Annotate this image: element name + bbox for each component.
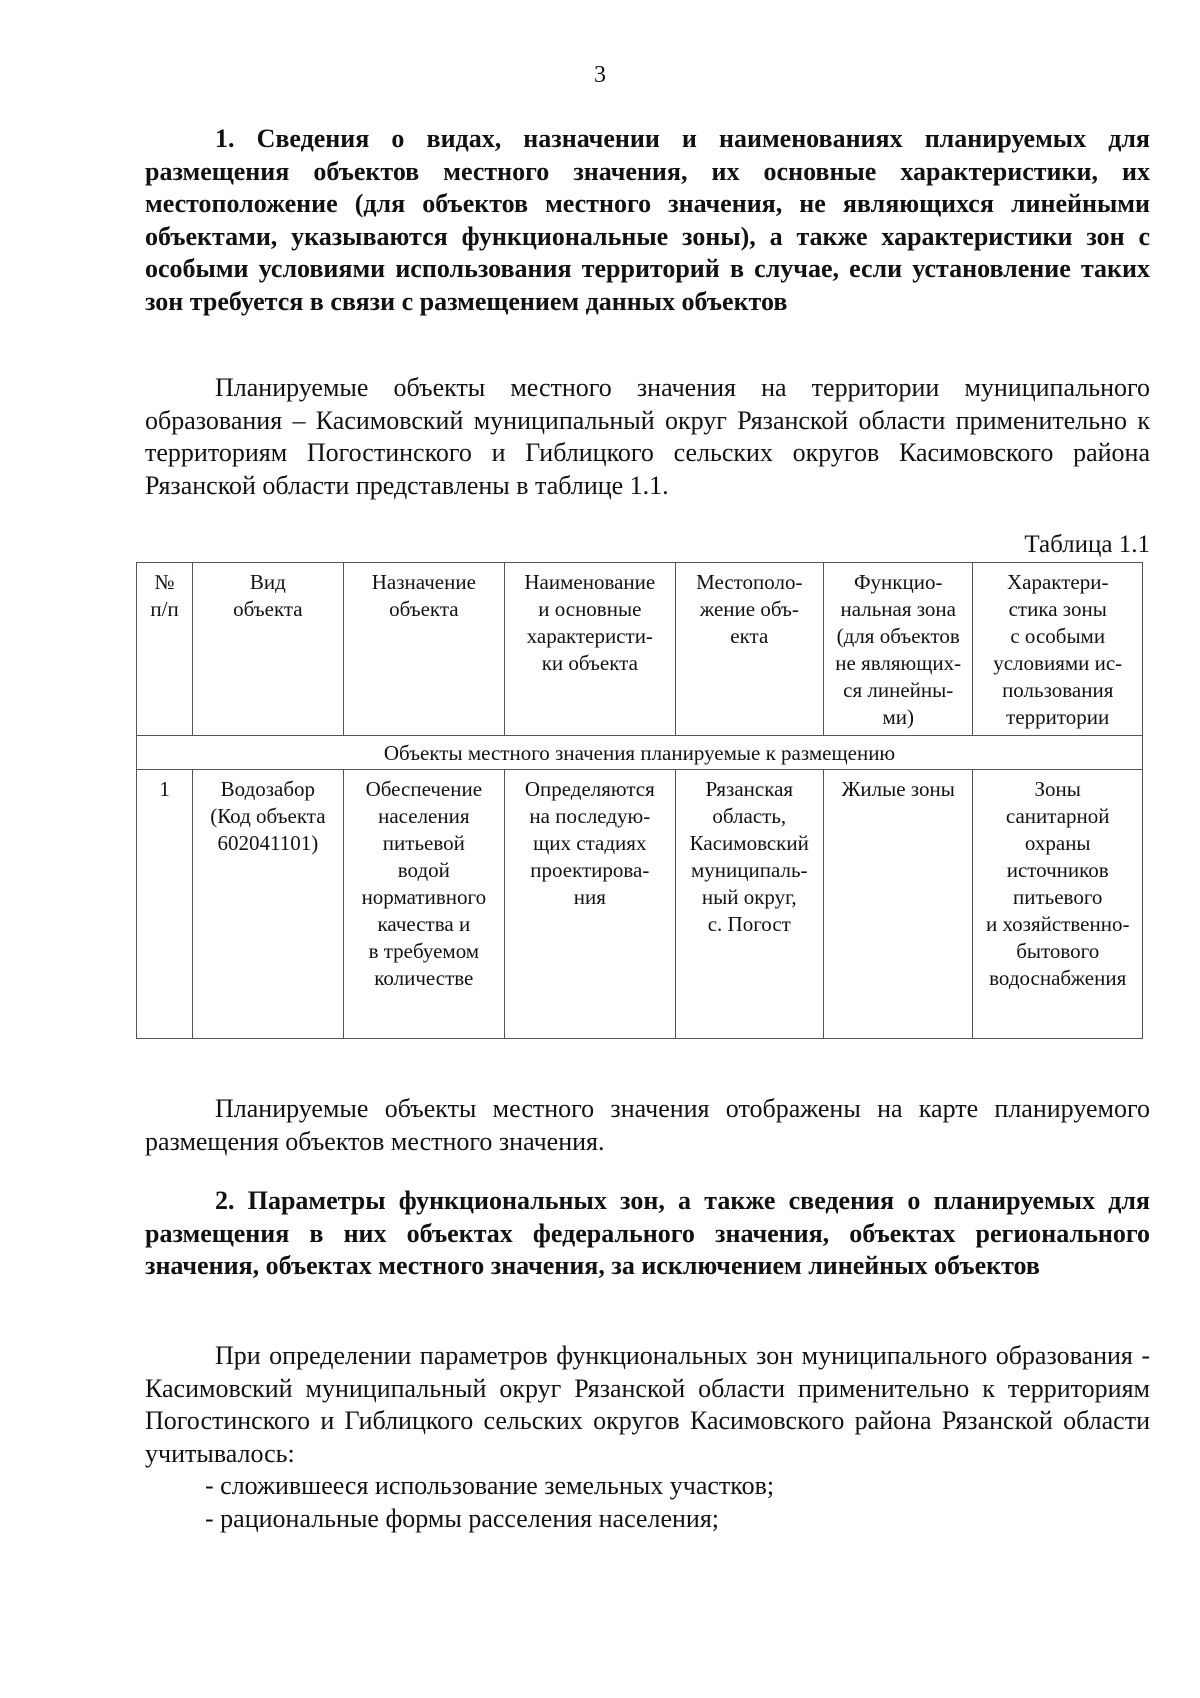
col-header-location: Местополо- жение объ- екта — [675, 563, 823, 736]
col-header-purpose: Назначение объекта — [343, 563, 504, 736]
objects-table — [136, 562, 1143, 1039]
table-row — [137, 770, 1143, 1039]
section2-intro-block — [145, 1340, 1150, 1535]
table-caption: Таблица 1.1 — [1024, 531, 1150, 558]
table-section-row — [137, 736, 1143, 770]
section2 — [145, 1185, 1150, 1283]
col-header-special-zone: Характери- стика зоны с особыми условиями ис- пользования территории — [973, 563, 1143, 736]
table-header-row — [137, 563, 1143, 736]
table-section-label: Объекты местного значения планируемые к размещению — [137, 736, 1143, 770]
cell-special-zone: Зоны санитарной охраны источников питьевого и хозяйственно- бытового водоснабжения — [973, 770, 1143, 1039]
cell-zone: Жилые зоны — [824, 770, 973, 1039]
section2-heading: 2. Параметры функциональных зон, а также сведения о планируемых для размещения в них объектах федерального значения, объектах регионального значения, объектах местного значения, за исключением линейных объектов — [145, 1186, 1150, 1280]
list-item: - рациональные формы расселения населения; — [205, 1503, 719, 1533]
page-number: 3 — [594, 62, 606, 88]
after-table-text: Планируемые объекты местного значения отображены на карте планируемого размещения объектов местного значения. — [145, 1094, 1150, 1156]
col-header-zone: Функцио- нальная зона (для объектов не являющих- ся линейны- ми) — [824, 563, 973, 736]
cell-number: 1 — [137, 770, 193, 1039]
section1-heading: 1. Сведения о видах, назначении и наименованиях планируемых для размещения объектов местного значения, их основные характеристики, их местоположение (для объектов местного значения, не являющихся линейными объектами, указываются функциональные зоны), а также характеристики зон с особыми условиями использования территорий в случае, если установление таких зон требуется в связи с размещением данных объектов — [145, 124, 1150, 316]
section1-intro: Планируемые объекты местного значения на территории муниципального образования – Касимовский муниципальный округ Рязанской области применительно к территориям Погостинского и Гиблицкого сельских округов Касимовского района Рязанской области представлены в таблице 1.1. — [145, 373, 1150, 500]
after-table-block — [145, 1093, 1150, 1158]
list-item: - сложившееся использование земельных участков; — [205, 1471, 775, 1500]
cell-location: Рязанская область, Касимовский муниципаль- ный округ, с. Погост — [675, 770, 823, 1039]
cell-type: Водозабор (Код объекта 602041101) — [193, 770, 343, 1039]
col-header-name: Наименование и основные характеристи- ки объекта — [505, 563, 676, 736]
cell-name: Определяются на последую- щих стадиях проектирова- ния — [505, 770, 676, 1039]
col-header-type: Вид объекта — [193, 563, 343, 736]
section1-intro-block — [145, 372, 1150, 502]
col-header-number: № п/п — [137, 563, 193, 736]
section2-intro: При определении параметров функциональных зон муниципального образования - Касимовский муниципальный округ Рязанской области применительно к территориям Погостинского и Гиблицкого сельских округов Касимовского района Рязанской области учитывалось: — [145, 1341, 1150, 1468]
cell-purpose: Обеспечение населения питьевой водой нормативного качества и в требуемом количестве — [343, 770, 504, 1039]
section1 — [145, 123, 1150, 318]
